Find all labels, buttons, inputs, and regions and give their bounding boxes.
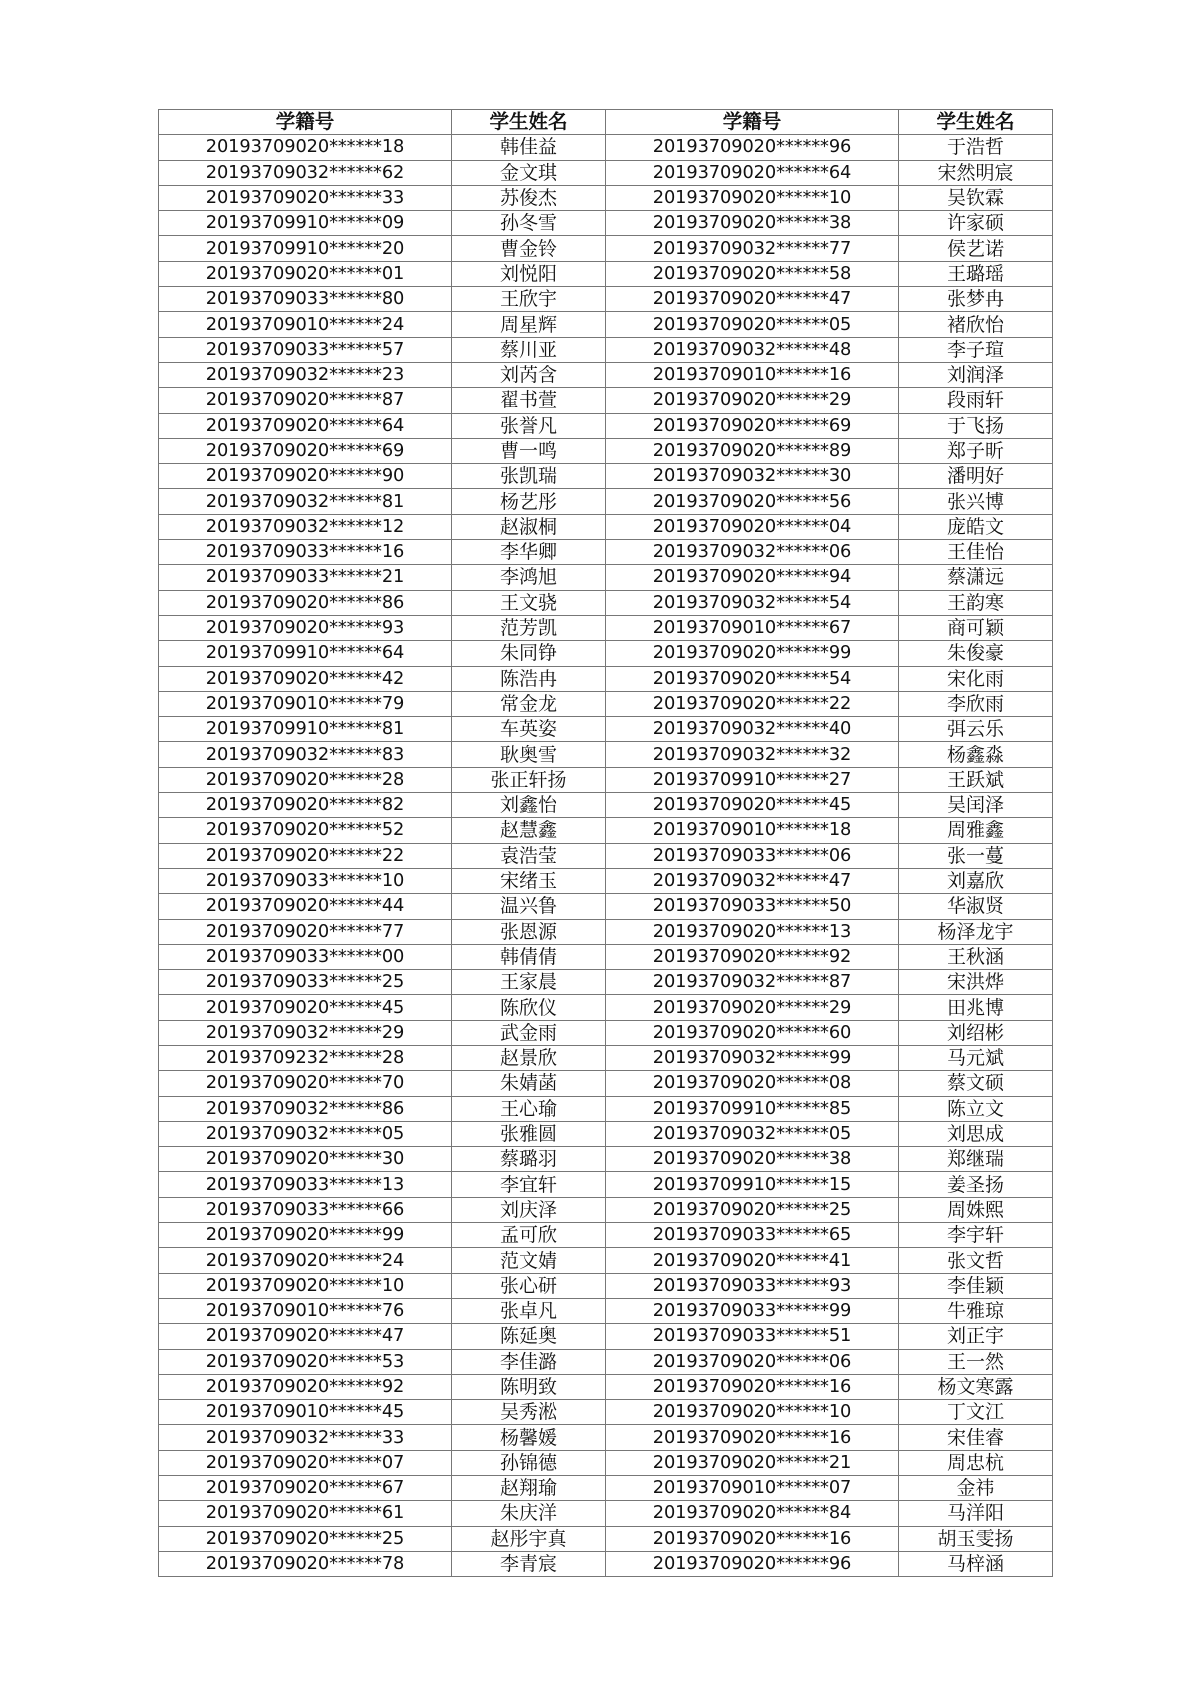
table-row [159, 995, 1053, 1020]
student-id-left: 20193709020******82 [159, 793, 452, 818]
student-id-left: 20193709910******09 [159, 211, 452, 236]
student-name-right: 胡玉雯扬 [899, 1526, 1053, 1551]
student-name-right: 商可颖 [899, 615, 1053, 640]
student-id-left: 20193709020******90 [159, 464, 452, 489]
student-name-left: 张恩源 [452, 919, 606, 944]
student-name-right: 马洋阳 [899, 1501, 1053, 1526]
student-id-right: 20193709033******99 [606, 1298, 899, 1323]
student-id-right: 20193709032******54 [606, 590, 899, 615]
table-row [159, 413, 1053, 438]
student-name-right: 郑继瑞 [899, 1147, 1053, 1172]
student-id-left: 20193709020******30 [159, 1147, 452, 1172]
student-name-right: 张梦冉 [899, 287, 1053, 312]
table-row [159, 868, 1053, 893]
student-id-right: 20193709020******16 [606, 1425, 899, 1450]
student-name-left: 刘悦阳 [452, 261, 606, 286]
header-student-id-right: 学籍号 [606, 110, 899, 135]
student-name-right: 朱俊豪 [899, 641, 1053, 666]
student-name-right: 褚欣怡 [899, 312, 1053, 337]
student-id-right: 20193709020******56 [606, 489, 899, 514]
table-row [159, 514, 1053, 539]
header-student-name-left: 学生姓名 [452, 110, 606, 135]
student-id-left: 20193709010******45 [159, 1400, 452, 1425]
table-row [159, 944, 1053, 969]
student-name-left: 杨艺彤 [452, 489, 606, 514]
student-id-left: 20193709020******67 [159, 1476, 452, 1501]
table-row [159, 1147, 1053, 1172]
student-name-right: 宋化雨 [899, 666, 1053, 691]
student-name-right: 潘明好 [899, 464, 1053, 489]
table-row [159, 489, 1053, 514]
student-name-left: 蔡川亚 [452, 337, 606, 362]
student-name-left: 赵慧鑫 [452, 818, 606, 843]
table-row [159, 211, 1053, 236]
student-name-right: 陈立文 [899, 1096, 1053, 1121]
table-row [159, 843, 1053, 868]
student-name-right: 王跃斌 [899, 767, 1053, 792]
student-name-left: 范文婧 [452, 1248, 606, 1273]
student-name-left: 陈明致 [452, 1374, 606, 1399]
student-name-left: 蔡璐羽 [452, 1147, 606, 1172]
table-row [159, 185, 1053, 210]
table-row [159, 565, 1053, 590]
student-id-right: 20193709032******40 [606, 717, 899, 742]
student-name-left: 周星辉 [452, 312, 606, 337]
student-name-right: 刘绍彬 [899, 1020, 1053, 1045]
student-id-left: 20193709020******47 [159, 1324, 452, 1349]
student-id-left: 20193709032******86 [159, 1096, 452, 1121]
table-row [159, 1501, 1053, 1526]
student-id-right: 20193709020******89 [606, 438, 899, 463]
table-row [159, 1526, 1053, 1551]
student-id-right: 20193709020******69 [606, 413, 899, 438]
student-name-right: 牛雅琼 [899, 1298, 1053, 1323]
student-id-right: 20193709020******10 [606, 1400, 899, 1425]
student-name-left: 朱婧菡 [452, 1071, 606, 1096]
student-name-right: 蔡潇远 [899, 565, 1053, 590]
table-row [159, 818, 1053, 843]
student-name-left: 李青宸 [452, 1551, 606, 1576]
student-name-left: 刘庆泽 [452, 1197, 606, 1222]
table-row [159, 641, 1053, 666]
student-name-right: 刘嘉欣 [899, 868, 1053, 893]
student-name-right: 宋洪烨 [899, 970, 1053, 995]
student-id-right: 20193709020******60 [606, 1020, 899, 1045]
student-id-right: 20193709020******25 [606, 1197, 899, 1222]
student-id-right: 20193709020******96 [606, 1551, 899, 1576]
table-row [159, 1425, 1053, 1450]
student-id-left: 20193709020******77 [159, 919, 452, 944]
student-name-left: 陈延奥 [452, 1324, 606, 1349]
table-row [159, 919, 1053, 944]
student-name-left: 赵淑桐 [452, 514, 606, 539]
student-name-right: 杨鑫淼 [899, 742, 1053, 767]
student-name-right: 王一然 [899, 1349, 1053, 1374]
student-id-left: 20193709910******81 [159, 717, 452, 742]
student-id-left: 20193709033******16 [159, 540, 452, 565]
student-id-left: 20193709033******66 [159, 1197, 452, 1222]
student-id-right: 20193709010******67 [606, 615, 899, 640]
student-id-right: 20193709020******10 [606, 185, 899, 210]
student-id-left: 20193709020******78 [159, 1551, 452, 1576]
student-name-right: 金祎 [899, 1476, 1053, 1501]
student-id-right: 20193709020******47 [606, 287, 899, 312]
student-id-right: 20193709020******54 [606, 666, 899, 691]
student-name-left: 袁浩莹 [452, 843, 606, 868]
student-id-left: 20193709020******07 [159, 1450, 452, 1475]
table-row [159, 261, 1053, 286]
student-id-left: 20193709910******64 [159, 641, 452, 666]
header-student-id-left: 学籍号 [159, 110, 452, 135]
table-row [159, 1374, 1053, 1399]
student-id-right: 20193709910******27 [606, 767, 899, 792]
student-name-right: 华淑贤 [899, 894, 1053, 919]
student-name-left: 王文骁 [452, 590, 606, 615]
table-row [159, 287, 1053, 312]
student-name-left: 温兴鲁 [452, 894, 606, 919]
student-name-left: 刘鑫怡 [452, 793, 606, 818]
student-name-right: 于飞扬 [899, 413, 1053, 438]
student-id-left: 20193709020******86 [159, 590, 452, 615]
student-id-right: 20193709020******38 [606, 1147, 899, 1172]
table-row [159, 464, 1053, 489]
student-name-left: 赵彤宇真 [452, 1526, 606, 1551]
table-row [159, 666, 1053, 691]
table-row [159, 1172, 1053, 1197]
table-body [159, 135, 1053, 1577]
student-name-right: 许家硕 [899, 211, 1053, 236]
table-row [159, 1020, 1053, 1045]
student-id-left: 20193709033******13 [159, 1172, 452, 1197]
table-row [159, 1223, 1053, 1248]
student-id-left: 20193709020******25 [159, 1526, 452, 1551]
student-name-right: 马梓涵 [899, 1551, 1053, 1576]
student-name-right: 段雨轩 [899, 388, 1053, 413]
table-row [159, 1273, 1053, 1298]
student-id-right: 20193709020******94 [606, 565, 899, 590]
student-id-left: 20193709020******44 [159, 894, 452, 919]
student-name-left: 孟可欣 [452, 1223, 606, 1248]
student-id-right: 20193709020******13 [606, 919, 899, 944]
table-row [159, 1096, 1053, 1121]
student-name-right: 王佳怡 [899, 540, 1053, 565]
student-name-right: 宋然明宸 [899, 160, 1053, 185]
student-id-left: 20193709032******05 [159, 1121, 452, 1146]
student-name-right: 李子瑄 [899, 337, 1053, 362]
student-id-right: 20193709033******65 [606, 1223, 899, 1248]
student-id-right: 20193709020******21 [606, 1450, 899, 1475]
student-id-left: 20193709033******80 [159, 287, 452, 312]
table-row [159, 1349, 1053, 1374]
student-name-right: 吴钦霖 [899, 185, 1053, 210]
student-name-right: 侯艺诺 [899, 236, 1053, 261]
student-name-right: 张文哲 [899, 1248, 1053, 1273]
table-row [159, 1324, 1053, 1349]
student-id-right: 20193709032******87 [606, 970, 899, 995]
student-id-left: 20193709032******62 [159, 160, 452, 185]
student-name-left: 张正轩扬 [452, 767, 606, 792]
student-name-right: 郑子昕 [899, 438, 1053, 463]
student-id-right: 20193709020******38 [606, 211, 899, 236]
student-name-left: 张卓凡 [452, 1298, 606, 1323]
student-name-left: 孙锦德 [452, 1450, 606, 1475]
table-row [159, 1298, 1053, 1323]
student-name-right: 于浩哲 [899, 135, 1053, 160]
student-id-left: 20193709010******79 [159, 691, 452, 716]
student-id-left: 20193709020******10 [159, 1273, 452, 1298]
student-name-right: 蔡文硕 [899, 1071, 1053, 1096]
student-name-left: 宋绪玉 [452, 868, 606, 893]
student-name-left: 杨馨媛 [452, 1425, 606, 1450]
table-row [159, 717, 1053, 742]
student-id-left: 20193709020******28 [159, 767, 452, 792]
student-name-right: 姜圣扬 [899, 1172, 1053, 1197]
student-name-left: 朱庆洋 [452, 1501, 606, 1526]
student-name-right: 张兴博 [899, 489, 1053, 514]
student-id-left: 20193709020******45 [159, 995, 452, 1020]
student-name-right: 田兆博 [899, 995, 1053, 1020]
table-row [159, 590, 1053, 615]
student-id-right: 20193709033******50 [606, 894, 899, 919]
table-row [159, 767, 1053, 792]
student-id-right: 20193709020******16 [606, 1526, 899, 1551]
student-id-right: 20193709020******22 [606, 691, 899, 716]
student-id-right: 20193709020******29 [606, 388, 899, 413]
student-id-left: 20193709020******24 [159, 1248, 452, 1273]
table-row [159, 1121, 1053, 1146]
student-id-left: 20193709020******69 [159, 438, 452, 463]
student-name-right: 吴闰泽 [899, 793, 1053, 818]
student-name-left: 曹金铃 [452, 236, 606, 261]
student-name-left: 朱同铮 [452, 641, 606, 666]
student-name-left: 吴秀淞 [452, 1400, 606, 1425]
student-id-right: 20193709020******64 [606, 160, 899, 185]
student-name-right: 丁文江 [899, 1400, 1053, 1425]
student-id-left: 20193709020******22 [159, 843, 452, 868]
student-id-left: 20193709010******24 [159, 312, 452, 337]
table-row [159, 362, 1053, 387]
student-name-right: 宋佳睿 [899, 1425, 1053, 1450]
student-id-left: 20193709033******21 [159, 565, 452, 590]
student-name-right: 李欣雨 [899, 691, 1053, 716]
student-name-left: 张心研 [452, 1273, 606, 1298]
student-id-right: 20193709020******84 [606, 1501, 899, 1526]
student-id-left: 20193709032******83 [159, 742, 452, 767]
student-name-left: 赵景欣 [452, 1045, 606, 1070]
student-name-right: 杨泽龙宇 [899, 919, 1053, 944]
table-row [159, 894, 1053, 919]
student-id-right: 20193709020******58 [606, 261, 899, 286]
student-id-left: 20193709020******53 [159, 1349, 452, 1374]
table-row [159, 742, 1053, 767]
student-name-left: 李华卿 [452, 540, 606, 565]
student-name-left: 赵翔瑜 [452, 1476, 606, 1501]
student-id-right: 20193709910******85 [606, 1096, 899, 1121]
table-row [159, 1071, 1053, 1096]
table-row [159, 1476, 1053, 1501]
student-id-right: 20193709033******51 [606, 1324, 899, 1349]
student-name-right: 弭云乐 [899, 717, 1053, 742]
student-name-left: 张雅圆 [452, 1121, 606, 1146]
student-name-left: 陈浩冉 [452, 666, 606, 691]
student-roster-table [158, 109, 1053, 1577]
student-id-left: 20193709910******20 [159, 236, 452, 261]
student-name-right: 庞皓文 [899, 514, 1053, 539]
table-row [159, 615, 1053, 640]
table-row [159, 135, 1053, 160]
student-id-right: 20193709910******15 [606, 1172, 899, 1197]
student-name-right: 刘正宇 [899, 1324, 1053, 1349]
table-row [159, 388, 1053, 413]
student-id-right: 20193709010******07 [606, 1476, 899, 1501]
student-id-right: 20193709032******05 [606, 1121, 899, 1146]
table-row [159, 540, 1053, 565]
student-name-right: 王韵寒 [899, 590, 1053, 615]
student-name-left: 曹一鸣 [452, 438, 606, 463]
student-id-left: 20193709020******99 [159, 1223, 452, 1248]
student-name-right: 杨文寒露 [899, 1374, 1053, 1399]
table-row [159, 160, 1053, 185]
student-name-left: 陈欣仪 [452, 995, 606, 1020]
student-name-left: 李佳潞 [452, 1349, 606, 1374]
header-row [159, 110, 1053, 135]
student-name-right: 李宇轩 [899, 1223, 1053, 1248]
student-id-left: 20193709020******33 [159, 185, 452, 210]
student-id-right: 20193709020******41 [606, 1248, 899, 1273]
student-id-right: 20193709010******16 [606, 362, 899, 387]
student-id-left: 20193709033******10 [159, 868, 452, 893]
student-name-left: 常金龙 [452, 691, 606, 716]
student-name-left: 耿奥雪 [452, 742, 606, 767]
student-id-left: 20193709020******61 [159, 1501, 452, 1526]
table-row [159, 1551, 1053, 1576]
table-row [159, 793, 1053, 818]
student-id-right: 20193709020******45 [606, 793, 899, 818]
student-id-left: 20193709020******92 [159, 1374, 452, 1399]
student-id-right: 20193709032******77 [606, 236, 899, 261]
student-id-right: 20193709020******99 [606, 641, 899, 666]
student-id-left: 20193709020******52 [159, 818, 452, 843]
table-row [159, 691, 1053, 716]
student-name-left: 王心瑜 [452, 1096, 606, 1121]
student-id-right: 20193709032******48 [606, 337, 899, 362]
student-id-left: 20193709020******18 [159, 135, 452, 160]
student-id-left: 20193709020******93 [159, 615, 452, 640]
student-name-left: 韩佳益 [452, 135, 606, 160]
student-id-left: 20193709020******64 [159, 413, 452, 438]
student-id-right: 20193709032******99 [606, 1045, 899, 1070]
student-id-right: 20193709020******92 [606, 944, 899, 969]
student-id-left: 20193709032******81 [159, 489, 452, 514]
student-id-left: 20193709033******25 [159, 970, 452, 995]
table-row [159, 236, 1053, 261]
student-name-left: 范芳凯 [452, 615, 606, 640]
student-name-right: 王秋涵 [899, 944, 1053, 969]
student-name-left: 王欣宇 [452, 287, 606, 312]
student-name-left: 张誉凡 [452, 413, 606, 438]
student-name-left: 武金雨 [452, 1020, 606, 1045]
student-id-left: 20193709032******29 [159, 1020, 452, 1045]
student-name-right: 李佳颖 [899, 1273, 1053, 1298]
student-name-right: 刘思成 [899, 1121, 1053, 1146]
student-id-right: 20193709020******29 [606, 995, 899, 1020]
table-row [159, 1197, 1053, 1222]
header-student-name-right: 学生姓名 [899, 110, 1053, 135]
student-id-right: 20193709020******06 [606, 1349, 899, 1374]
student-name-left: 刘芮含 [452, 362, 606, 387]
student-id-right: 20193709032******30 [606, 464, 899, 489]
student-id-left: 20193709033******57 [159, 337, 452, 362]
table-row [159, 970, 1053, 995]
table-row [159, 312, 1053, 337]
student-id-left: 20193709020******01 [159, 261, 452, 286]
student-name-right: 张一蔓 [899, 843, 1053, 868]
student-name-left: 张凯瑞 [452, 464, 606, 489]
student-id-right: 20193709020******04 [606, 514, 899, 539]
student-id-left: 20193709032******33 [159, 1425, 452, 1450]
student-name-left: 李宜轩 [452, 1172, 606, 1197]
student-name-left: 韩倩倩 [452, 944, 606, 969]
student-id-right: 20193709010******18 [606, 818, 899, 843]
student-id-right: 20193709032******06 [606, 540, 899, 565]
student-id-left: 20193709032******12 [159, 514, 452, 539]
table-row [159, 1045, 1053, 1070]
student-name-right: 马元斌 [899, 1045, 1053, 1070]
student-id-left: 20193709232******28 [159, 1045, 452, 1070]
table-row [159, 438, 1053, 463]
table-row [159, 1248, 1053, 1273]
student-name-right: 刘润泽 [899, 362, 1053, 387]
student-id-left: 20193709032******23 [159, 362, 452, 387]
student-id-right: 20193709020******96 [606, 135, 899, 160]
student-name-right: 王璐瑶 [899, 261, 1053, 286]
student-id-right: 20193709033******93 [606, 1273, 899, 1298]
student-id-left: 20193709020******87 [159, 388, 452, 413]
student-id-right: 20193709020******05 [606, 312, 899, 337]
student-name-left: 王家晨 [452, 970, 606, 995]
student-id-right: 20193709020******16 [606, 1374, 899, 1399]
student-id-left: 20193709020******70 [159, 1071, 452, 1096]
student-id-left: 20193709020******42 [159, 666, 452, 691]
student-id-right: 20193709032******47 [606, 868, 899, 893]
student-id-left: 20193709033******00 [159, 944, 452, 969]
student-name-right: 周忠杭 [899, 1450, 1053, 1475]
table-row [159, 1400, 1053, 1425]
student-name-left: 翟书萱 [452, 388, 606, 413]
student-id-right: 20193709032******32 [606, 742, 899, 767]
student-name-right: 周雅鑫 [899, 818, 1053, 843]
student-name-left: 金文琪 [452, 160, 606, 185]
table-row [159, 1450, 1053, 1475]
table-row [159, 337, 1053, 362]
student-id-right: 20193709033******06 [606, 843, 899, 868]
student-name-left: 孙冬雪 [452, 211, 606, 236]
student-name-left: 李鸿旭 [452, 565, 606, 590]
student-name-right: 周姝熙 [899, 1197, 1053, 1222]
student-name-left: 车英姿 [452, 717, 606, 742]
student-id-right: 20193709020******08 [606, 1071, 899, 1096]
student-name-left: 苏俊杰 [452, 185, 606, 210]
student-id-left: 20193709010******76 [159, 1298, 452, 1323]
